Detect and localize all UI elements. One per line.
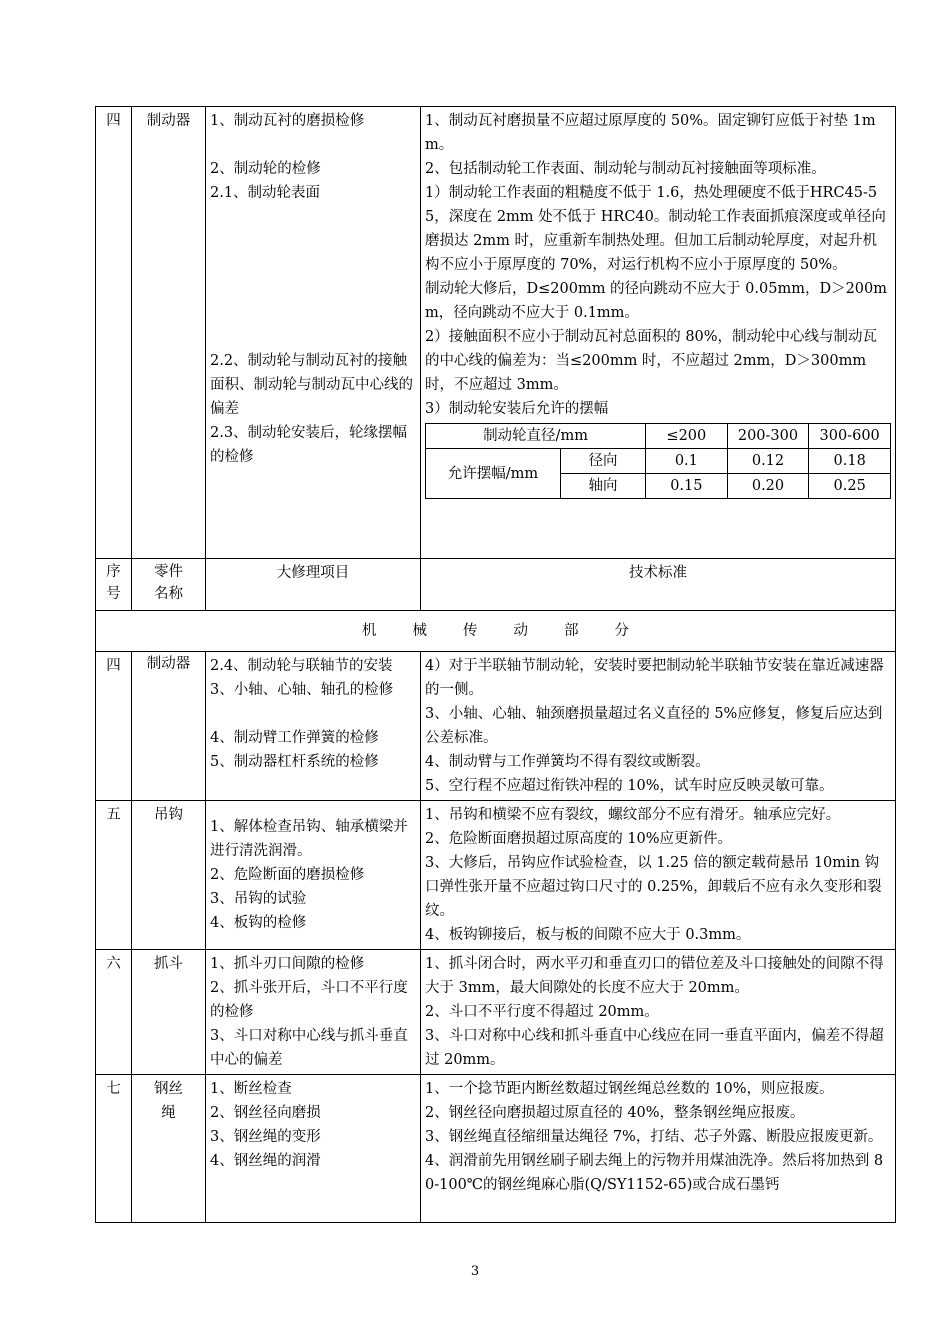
swing-col-header: 300-600: [809, 424, 891, 449]
row-grab: [96, 950, 896, 1075]
row-hook: [96, 801, 896, 950]
standard-text: 1、抓斗闭合时，两水平刃和垂直刃口的错位差及斗口接触处的间隙不得大于 3mm，最大间隙处的长度不应大于 20mm。: [425, 956, 884, 996]
row-brake-2: [96, 652, 896, 801]
repair-item: 2、制动轮的检修: [210, 161, 321, 177]
seq-cell: 四: [96, 652, 132, 801]
repair-item: 2.4、制动轮与联轴节的安装: [210, 658, 393, 674]
standard-text: 3、大修后，吊钩应作试验检查，以 1.25 倍的额定载荷悬吊 10min 钩口弹性张开量不应超过钩口尺寸的 0.25%，卸载后不应有永久变形和裂纹。: [425, 855, 882, 919]
standard-text: 4）对于半联轴节制动轮，安装时要把制动轮半联轴节安装在靠近减速器的一侧。: [425, 658, 884, 698]
header-repair-item: 大修理项目: [206, 559, 421, 611]
header-seq: 序 号: [96, 559, 132, 611]
page-number: 3: [470, 1264, 480, 1279]
seq-cell: 六: [96, 950, 132, 1075]
swing-table: [425, 423, 891, 499]
swing-header-label: 制动轮直径/mm: [426, 424, 646, 449]
header-part-name: 零件 名称: [132, 559, 206, 611]
repair-item: 2、抓斗张开后，斗口不平行度的检修: [210, 980, 408, 1020]
header-standard: 技术标准: [421, 559, 896, 611]
seq-cell: 四: [96, 107, 132, 559]
part-name-cell: 钢丝 绳: [132, 1075, 206, 1223]
repair-item: 3、斗口对称中心线与抓斗垂直中心的偏差: [210, 1028, 408, 1068]
standard-text: 2、包括制动轮工作表面、制动轮与制动瓦衬接触面等项标准。: [425, 161, 826, 177]
repair-item: 3、小轴、心轴、轴孔的检修: [210, 682, 394, 698]
swing-col-header: ≤200: [646, 424, 728, 449]
repair-item: 3、吊钩的试验: [210, 891, 307, 907]
standard-text: 3、斗口对称中心线和抓斗垂直中心线应在同一垂直平面内，偏差不得超过 20mm。: [425, 1028, 884, 1068]
standards-cell: [421, 950, 896, 1075]
swing-value: 0.1: [646, 449, 728, 474]
repair-item: 3、钢丝绳的变形: [210, 1129, 321, 1145]
repair-item: 2.2、制动轮与制动瓦衬的接触面积、制动轮与制动瓦中心线的偏差: [210, 353, 413, 417]
standard-text: 1）制动轮工作表面的粗糙度不低于 1.6，热处理硬度不低于HRC45-55，深度在 2mm 处不低于 HRC40。制动轮工作表面抓痕深度或单径向磨损达 2mm 时，应重新车制热处理。但加工后制动轮厚度，对起升机构不应小于原厚度的 70%，对运行机构不应小于原厚度的 50%。: [425, 185, 886, 273]
table-header-row: [96, 559, 896, 611]
standard-text: 5、空行程不应超过衔铁冲程的 10%，试车时应反映灵敏可靠。: [425, 778, 834, 794]
repair-item: 4、制动臂工作弹簧的检修: [210, 730, 379, 746]
standards-cell: [421, 107, 896, 559]
section-title: 机 械 传 动 部 分: [96, 611, 896, 652]
standard-text: 3）制动轮安装后允许的摆幅: [425, 401, 609, 417]
repair-item: 5、制动器杠杆系统的检修: [210, 754, 379, 770]
document-page: [95, 106, 895, 1223]
repair-item: 2、危险断面的磨损检修: [210, 867, 365, 883]
swing-col-header: 200-300: [727, 424, 809, 449]
swing-row-name: 径向: [561, 449, 646, 474]
swing-value: 0.15: [646, 474, 728, 499]
standard-text: 1、制动瓦衬磨损量不应超过原厚度的 50%。固定铆钉应低于衬垫 1mm。: [425, 113, 876, 153]
repair-item: 1、抓斗刃口间隙的检修: [210, 956, 365, 972]
standards-cell: [421, 801, 896, 950]
swing-value: 0.12: [727, 449, 809, 474]
swing-row-label: 允许摆幅/mm: [426, 449, 561, 499]
standard-text: 4、润滑前先用钢丝刷子刷去绳上的污物并用煤油洗净。然后将加热到 80-100℃的钢丝绳麻心脂(Q/SY1152-65)或合成石墨钙: [425, 1153, 884, 1193]
standard-text: 1、吊钩和横梁不应有裂纹，螺纹部分不应有滑牙。轴承应完好。: [425, 807, 841, 823]
part-name-cell: 抓斗: [132, 950, 206, 1075]
seq-cell: 七: [96, 1075, 132, 1223]
swing-value: 0.20: [727, 474, 809, 499]
row-wire-rope: [96, 1075, 896, 1223]
swing-value: 0.25: [809, 474, 891, 499]
repair-item: 2.1、制动轮表面: [210, 185, 321, 201]
repair-item: 1、制动瓦衬的磨损检修: [210, 113, 365, 129]
repair-item: 4、板钩的检修: [210, 915, 307, 931]
repair-items-cell: [206, 801, 421, 950]
standard-text: 2）接触面积不应小于制动瓦衬总面积的 80%，制动轮中心线与制动瓦的中心线的偏差为：当≤200mm 时，不应超过 2mm，D＞300mm 时，不应超过 3mm。: [425, 329, 878, 393]
standard-text: 3、小轴、心轴、轴颈磨损量超过名义直径的 5%应修复，修复后应达到公差标准。: [425, 706, 883, 746]
repair-item: 4、钢丝绳的润滑: [210, 1153, 321, 1169]
row-brake-1: [96, 107, 896, 559]
standard-text: 制动轮大修后，D≤200mm 的径向跳动不应大于 0.05mm，D＞200mm，径向跳动不应大于 0.1mm。: [425, 281, 888, 321]
section-row: [96, 611, 896, 652]
repair-item: 1、断丝检查: [210, 1081, 292, 1097]
repair-items-cell: [206, 950, 421, 1075]
repair-item: 2.3、制动轮安装后，轮缘摆幅的检修: [210, 425, 408, 465]
standard-text: 2、钢丝径向磨损超过原直径的 40%，整条钢丝绳应报废。: [425, 1105, 805, 1121]
repair-items-cell: [206, 652, 421, 801]
standard-text: 4、板钩铆接后，板与板的间隙不应大于 0.3mm。: [425, 927, 751, 943]
standard-text: 4、制动臂与工作弹簧均不得有裂纹或断裂。: [425, 754, 710, 770]
standard-text: 2、危险断面磨损超过原高度的 10%应更新件。: [425, 831, 733, 847]
seq-cell: 五: [96, 801, 132, 950]
part-name-cell: 吊钩: [132, 801, 206, 950]
repair-item: 1、解体检查吊钩、轴承横梁并进行清洗润滑。: [210, 819, 408, 859]
repair-item: 2、钢丝径向磨损: [210, 1105, 321, 1121]
swing-row-name: 轴向: [561, 474, 646, 499]
part-name-cell: 制动器: [132, 652, 206, 801]
standard-text: 2、斗口不平行度不得超过 20mm。: [425, 1004, 659, 1020]
standard-text: 1、一个捻节距内断丝数超过钢丝绳总丝数的 10%，则应报废。: [425, 1081, 834, 1097]
standards-cell: [421, 652, 896, 801]
maintenance-table: [95, 106, 896, 1223]
standards-cell: [421, 1075, 896, 1223]
standard-text: 3、钢丝绳直径缩细量达绳径 7%，打结、芯子外露、断股应报废更新。: [425, 1129, 883, 1145]
repair-items-cell: [206, 1075, 421, 1223]
repair-items-cell: [206, 107, 421, 559]
swing-value: 0.18: [809, 449, 891, 474]
part-name-cell: 制动器: [132, 107, 206, 559]
